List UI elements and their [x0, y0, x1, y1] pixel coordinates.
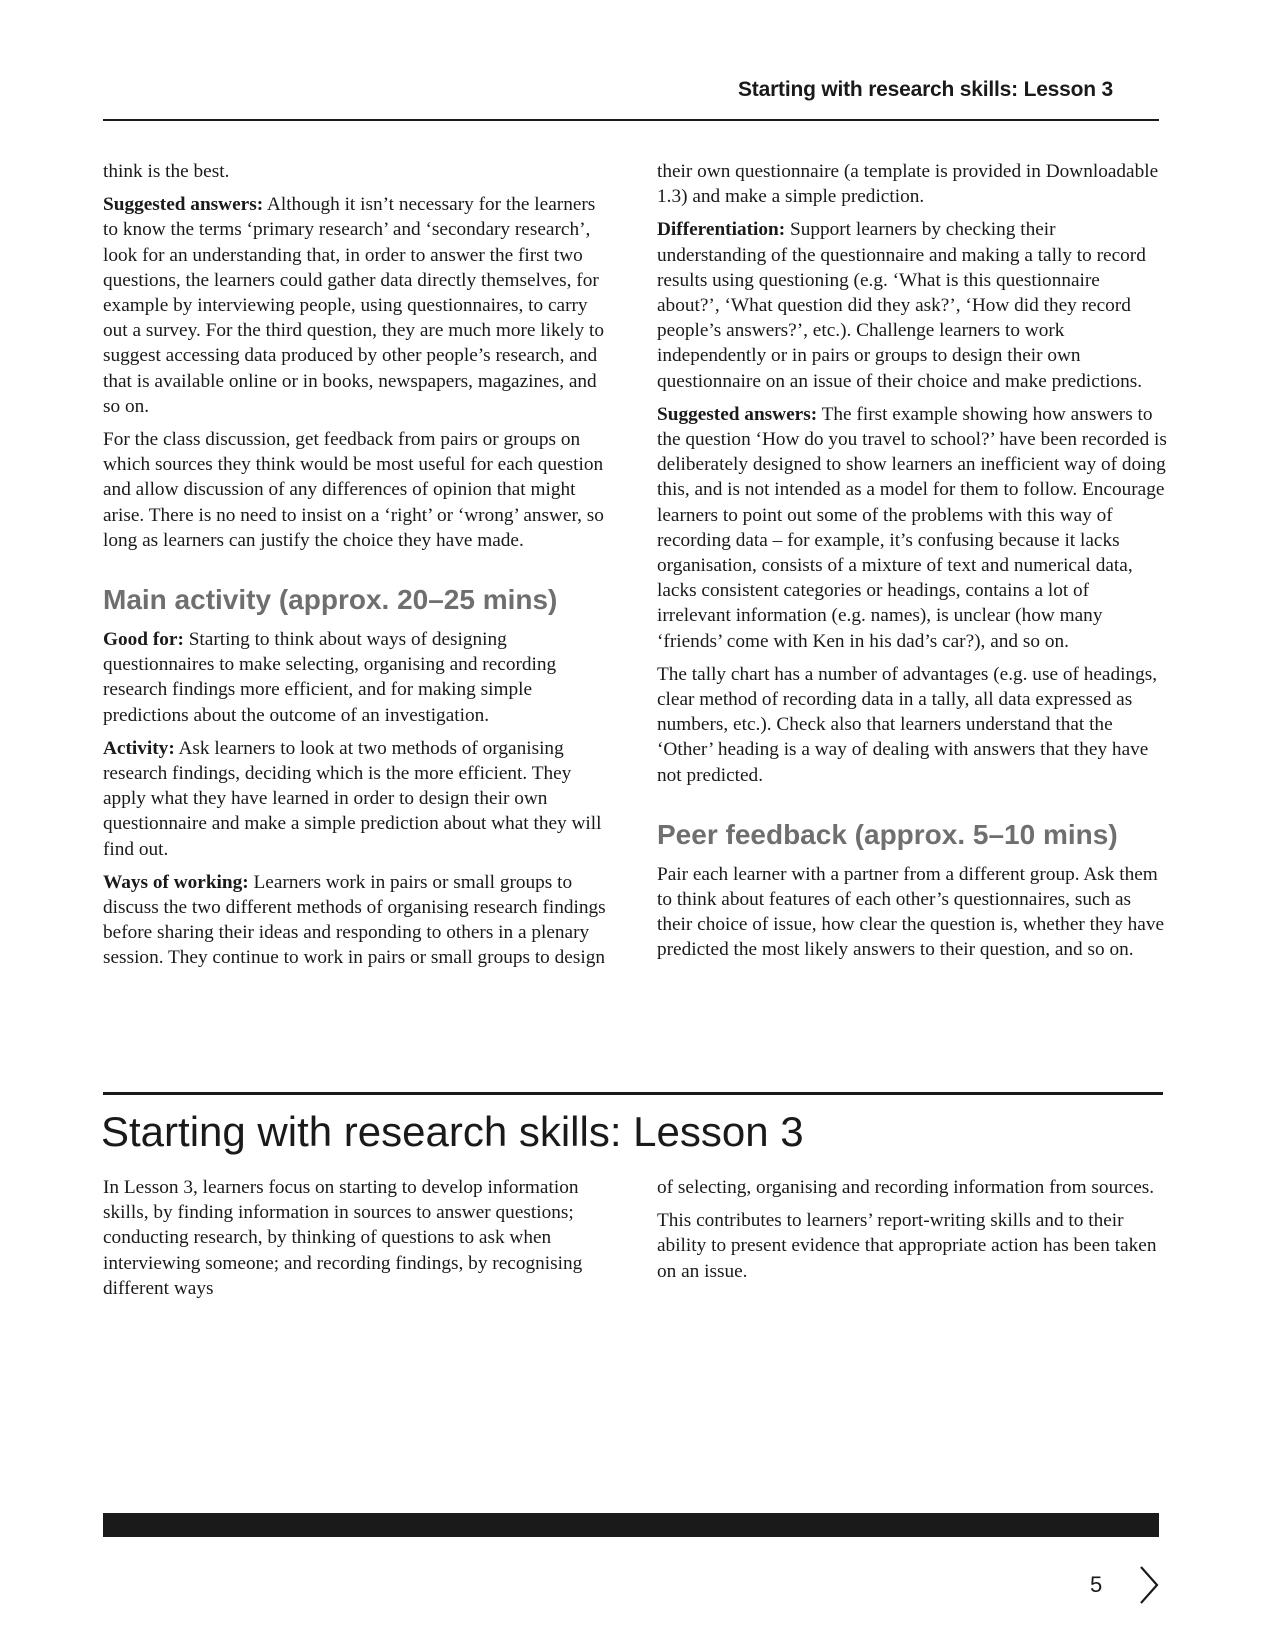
paragraph: In Lesson 3, learners focus on starting to develop information skills, by finding information in sources to answer questions; conducting research, by thinking of questions to ask when interviewing someone; and recording findings, by recognising different ways	[103, 1177, 583, 1299]
left-column	[103, 159, 611, 979]
paragraph-lead: Differentiation:	[657, 219, 786, 241]
lesson-right-column	[657, 1175, 1165, 1292]
section-rule	[103, 1092, 1163, 1095]
paragraph: For the class discussion, get feedback from pairs or groups on which sources they think would be most useful for each question and allow discussion of any differences of opinion that might arise. There is no need to insist on a ‘right’ or ‘wrong’ answer, so long as learners can justify the choice they have made.	[103, 429, 604, 551]
paragraph	[103, 192, 611, 419]
paragraph: Pair each learner with a partner from a different group. Ask them to think about features of each other’s questionnaires, such as their choice of issue, how clear the question is, whether they have predicted the most likely answers to their question, and so on.	[657, 863, 1165, 961]
paragraph: their own questionnaire (a template is provided in Downloadable 1.3) and make a simple prediction.	[657, 161, 1159, 208]
paragraph	[103, 627, 611, 728]
chevron-right-icon[interactable]	[1138, 1565, 1160, 1605]
paragraph-lead: Suggested answers:	[657, 403, 818, 425]
paragraph-text: Support learners by checking their understanding of the questionnaire and making a tally to record results using questioning (e.g. ‘What is this questionnaire about?’, ‘What question did they ask?’, ‘How did they record people’s answers?’, etc.). Challenge learners to work independently or in pairs or groups to design their own questionnaire on an issue of their choice and make predictions.	[657, 219, 1146, 392]
paragraph: This contributes to learners’ report-writing skills and to their ability to present evidence that appropriate action has been taken on an issue.	[657, 1210, 1157, 1282]
header-rule	[103, 119, 1159, 121]
lesson-left-column	[103, 1175, 611, 1309]
paragraph-text: Ask learners to look at two methods of organising research findings, deciding which is the more efficient. They apply what they have learned in order to design their own questionnaire and make a simple prediction about what they will find out.	[103, 737, 602, 860]
paragraph-text: Starting to think about ways of designing questionnaires to make selecting, organising and recording research findings more efficient, and for making simple predictions about the outcome of an investigation.	[103, 629, 557, 726]
paragraph: think is the best.	[103, 161, 230, 182]
section-title: Starting with research skills: Lesson 3	[101, 1108, 804, 1155]
footer-bar	[103, 1513, 1159, 1537]
paragraph	[657, 402, 1167, 654]
paragraph-text: The first example showing how answers to the question ‘How do you travel to school?’ have been recorded is deliberately designed to show learners an inefficient way of doing this, and is not intended as a model for them to follow. Encourage learners to point out some of the problems with this way of recording data – for example, it’s confusing because it lacks organisation, consists of a mixture of text and numerical data, lacks consistent categories or headings, contains a lot of irrelevant information (e.g. names), is unclear (how many ‘friends’ come with Ken in his dad’s car?), and so on.	[657, 403, 1167, 652]
paragraph-text: Learners work in pairs or small groups to discuss the two different methods of organising research findings before sharing their ideas and responding to others in a plenary session. They continue to work in pairs or small groups to design	[103, 871, 606, 969]
paragraph: The tally chart has a number of advantages (e.g. use of headings, clear method of recording data in a tally, all data expressed as numbers, etc.). Check also that learners understand that the ‘Other’ heading is a way of dealing with answers that they have not predicted.	[657, 663, 1158, 786]
right-column	[657, 159, 1167, 971]
page-number: 5	[1090, 1572, 1103, 1597]
paragraph-lead: Ways of working:	[103, 871, 249, 893]
paragraph	[103, 870, 611, 971]
paragraph: of selecting, organising and recording information from sources.	[657, 1177, 1155, 1198]
peer-feedback-heading: Peer feedback (approx. 5–10 mins)	[657, 818, 1118, 850]
paragraph	[103, 736, 611, 862]
paragraph	[657, 217, 1167, 393]
paragraph-lead: Suggested answers:	[103, 194, 264, 216]
main-activity-heading: Main activity (approx. 20–25 mins)	[103, 584, 558, 616]
paragraph-lead: Activity:	[103, 737, 175, 759]
paragraph-lead: Good for:	[103, 629, 184, 651]
paragraph-text: Although it isn’t necessary for the learners to know the terms ‘primary research’ and ‘secondary research’, look for an understanding that, in order to answer the first two questions, the learners could gather data directly themselves, for example by interviewing people, using questionnaires, to carry out a survey. For the third question, they are much more likely to suggest accessing data produced by other people’s research, and that is available online or in books, newspapers, magazines, and so on.	[103, 194, 605, 417]
running-header-title: Starting with research skills: Lesson 3	[738, 78, 1113, 101]
